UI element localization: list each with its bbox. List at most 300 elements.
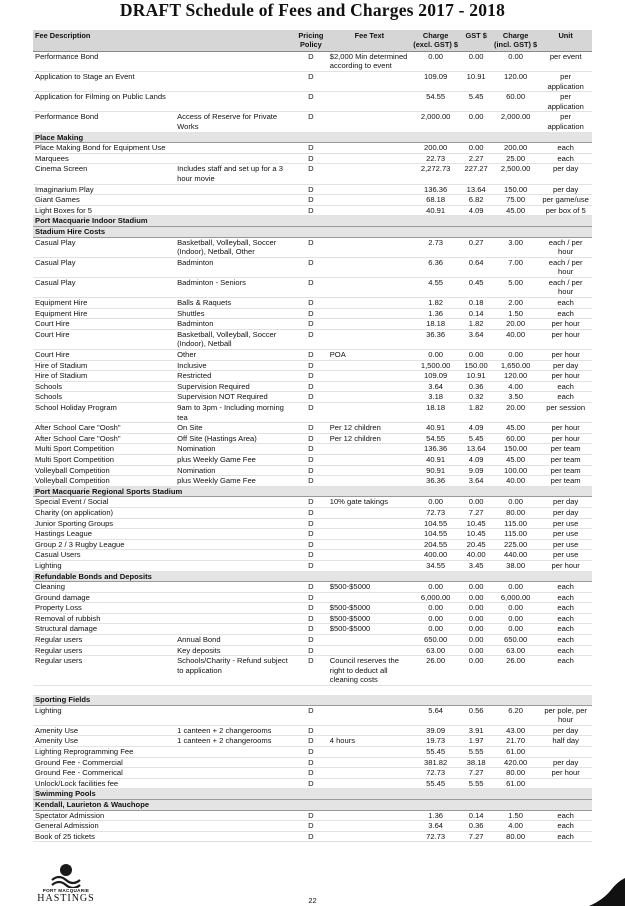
section-header-row xyxy=(33,799,592,810)
cell-fee-text: $500-$5000 xyxy=(328,582,411,593)
header-charge-incl-gst: Charge (incl. GST) $ xyxy=(492,30,539,51)
table-row xyxy=(33,539,592,550)
cell-gst: 0.00 xyxy=(460,143,492,154)
cell-charge-incl-gst: 61.00 xyxy=(492,747,539,758)
cell-fee-description: Lighting xyxy=(33,560,175,571)
cell-unit: each xyxy=(539,821,592,832)
cell-fee-detail xyxy=(175,831,294,842)
table-row xyxy=(33,476,592,487)
cell-charge-incl-gst: 100.00 xyxy=(492,465,539,476)
cell-charge-incl-gst: 45.00 xyxy=(492,423,539,434)
cell-gst: 9.09 xyxy=(460,465,492,476)
cell-fee-description: Ground Fee - Commercial xyxy=(33,757,175,768)
cell-unit: per game/use xyxy=(539,195,592,206)
cell-charge-excl-gst: 104.55 xyxy=(411,518,460,529)
cell-fee-detail: Includes staff and set up for a 3 hour movie xyxy=(175,164,294,184)
cell-fee-description: Schools xyxy=(33,381,175,392)
cell-fee-description: Hire of Stadium xyxy=(33,360,175,371)
cell-gst: 5.55 xyxy=(460,778,492,789)
table-row xyxy=(33,205,592,216)
cell-pricing-policy: D xyxy=(294,381,328,392)
cell-fee-detail: Access of Reserve for Private Works xyxy=(175,112,294,132)
cell-charge-incl-gst: 225.00 xyxy=(492,539,539,550)
cell-pricing-policy: D xyxy=(294,645,328,656)
cell-fee-text: Per 12 children xyxy=(328,433,411,444)
table-row xyxy=(33,381,592,392)
cell-gst: 3.45 xyxy=(460,560,492,571)
cell-pricing-policy: D xyxy=(294,112,328,132)
cell-fee-text xyxy=(328,360,411,371)
section-title: Kendall, Laurieton & Wauchope xyxy=(33,799,592,810)
cell-pricing-policy: D xyxy=(294,153,328,164)
cell-charge-incl-gst: 40.00 xyxy=(492,329,539,349)
cell-charge-incl-gst: 43.00 xyxy=(492,725,539,736)
cell-gst: 0.14 xyxy=(460,308,492,319)
cell-pricing-policy: D xyxy=(294,143,328,154)
cell-fee-detail: Badminton - Seniors xyxy=(175,277,294,297)
cell-gst: 0.00 xyxy=(460,582,492,593)
cell-fee-description: Court Hire xyxy=(33,350,175,361)
header-gst: GST $ xyxy=(460,30,492,51)
cell-fee-detail xyxy=(175,821,294,832)
cell-charge-incl-gst: 26.00 xyxy=(492,656,539,686)
cell-gst: 7.27 xyxy=(460,768,492,779)
cell-gst: 2.27 xyxy=(460,153,492,164)
section-title: Port Macquarie Regional Sports Stadium xyxy=(33,486,592,497)
cell-charge-excl-gst: 0.00 xyxy=(411,51,460,71)
cell-pricing-policy: D xyxy=(294,72,328,92)
cell-fee-detail xyxy=(175,747,294,758)
cell-gst: 0.00 xyxy=(460,645,492,656)
cell-pricing-policy: D xyxy=(294,298,328,309)
cell-pricing-policy: D xyxy=(294,757,328,768)
cell-pricing-policy: D xyxy=(294,403,328,423)
cell-charge-incl-gst: 150.00 xyxy=(492,184,539,195)
table-row xyxy=(33,329,592,349)
cell-fee-detail xyxy=(175,143,294,154)
cell-fee-description: Marquees xyxy=(33,153,175,164)
cell-charge-excl-gst: 3.64 xyxy=(411,821,460,832)
cell-fee-detail xyxy=(175,705,294,725)
table-row xyxy=(33,507,592,518)
cell-fee-detail: 1 canteen + 2 changerooms xyxy=(175,736,294,747)
table-row xyxy=(33,237,592,257)
cell-charge-excl-gst: 90.91 xyxy=(411,465,460,476)
cell-gst: 7.27 xyxy=(460,507,492,518)
table-row xyxy=(33,582,592,593)
cell-fee-detail xyxy=(175,550,294,561)
header-blank xyxy=(175,30,294,51)
cell-pricing-policy: D xyxy=(294,821,328,832)
cell-charge-excl-gst: 200.00 xyxy=(411,143,460,154)
cell-fee-detail: Key deposits xyxy=(175,645,294,656)
cell-charge-incl-gst: 21.70 xyxy=(492,736,539,747)
section-title: Stadium Hire Costs xyxy=(33,226,592,237)
cell-fee-description: Lighting Reprogramming Fee xyxy=(33,747,175,758)
cell-charge-excl-gst: 40.91 xyxy=(411,454,460,465)
cell-unit: per team xyxy=(539,454,592,465)
cell-fee-text xyxy=(328,529,411,540)
cell-fee-text xyxy=(328,403,411,423)
cell-charge-incl-gst: 63.00 xyxy=(492,645,539,656)
table-row xyxy=(33,497,592,508)
cell-charge-excl-gst: 19.73 xyxy=(411,736,460,747)
cell-charge-excl-gst: 68.18 xyxy=(411,195,460,206)
cell-charge-incl-gst: 3.00 xyxy=(492,237,539,257)
cell-unit: each xyxy=(539,635,592,646)
cell-gst: 0.00 xyxy=(460,112,492,132)
cell-charge-incl-gst: 61.00 xyxy=(492,778,539,789)
cell-fee-detail: Schools/Charity - Refund subject to application xyxy=(175,656,294,686)
cell-unit: per day xyxy=(539,184,592,195)
table-row xyxy=(33,768,592,779)
cell-fee-detail xyxy=(175,72,294,92)
cell-unit: each xyxy=(539,810,592,821)
cell-charge-excl-gst: 2,000.00 xyxy=(411,112,460,132)
cell-unit: per team xyxy=(539,465,592,476)
cell-fee-text: Per 12 children xyxy=(328,423,411,434)
table-row xyxy=(33,308,592,319)
cell-fee-detail: Supervision NOT Required xyxy=(175,392,294,403)
table-row xyxy=(33,454,592,465)
cell-pricing-policy: D xyxy=(294,705,328,725)
cell-pricing-policy: D xyxy=(294,454,328,465)
cell-gst: 0.00 xyxy=(460,656,492,686)
cell-fee-text xyxy=(328,778,411,789)
cell-fee-description: Multi Sport Competition xyxy=(33,444,175,455)
cell-charge-incl-gst: 1,650.00 xyxy=(492,360,539,371)
cell-fee-detail xyxy=(175,205,294,216)
cell-charge-incl-gst: 0.00 xyxy=(492,497,539,508)
spacer-cell xyxy=(33,686,592,696)
cell-unit: per team xyxy=(539,476,592,487)
cell-unit: per hour xyxy=(539,423,592,434)
cell-charge-incl-gst: 60.00 xyxy=(492,433,539,444)
cell-fee-text xyxy=(328,768,411,779)
cell-charge-incl-gst: 60.00 xyxy=(492,92,539,112)
cell-charge-incl-gst: 120.00 xyxy=(492,72,539,92)
cell-charge-excl-gst: 6.36 xyxy=(411,257,460,277)
cell-charge-incl-gst: 420.00 xyxy=(492,757,539,768)
cell-fee-detail xyxy=(175,507,294,518)
cell-charge-incl-gst: 115.00 xyxy=(492,518,539,529)
section-title: Swimming Pools xyxy=(33,789,592,800)
cell-gst: 6.82 xyxy=(460,195,492,206)
cell-charge-incl-gst: 4.00 xyxy=(492,381,539,392)
cell-fee-description: Ground damage xyxy=(33,592,175,603)
cell-gst: 4.09 xyxy=(460,454,492,465)
cell-gst: 3.64 xyxy=(460,476,492,487)
cell-fee-detail: plus Weekly Game Fee xyxy=(175,476,294,487)
cell-fee-description: Giant Games xyxy=(33,195,175,206)
cell-fee-detail xyxy=(175,810,294,821)
cell-fee-text xyxy=(328,645,411,656)
table-row xyxy=(33,656,592,686)
cell-unit: per application xyxy=(539,72,592,92)
cell-pricing-policy: D xyxy=(294,465,328,476)
cell-unit: each xyxy=(539,308,592,319)
table-row xyxy=(33,371,592,382)
cell-charge-incl-gst: 650.00 xyxy=(492,635,539,646)
cell-fee-text xyxy=(328,518,411,529)
cell-fee-description: Regular users xyxy=(33,645,175,656)
cell-unit: each / per hour xyxy=(539,237,592,257)
table-header-row xyxy=(33,30,592,51)
cell-charge-excl-gst: 63.00 xyxy=(411,645,460,656)
cell-charge-excl-gst: 1.36 xyxy=(411,308,460,319)
table-row xyxy=(33,560,592,571)
table-row xyxy=(33,736,592,747)
cell-fee-description: Schools xyxy=(33,392,175,403)
cell-fee-detail xyxy=(175,757,294,768)
cell-charge-excl-gst: 136.36 xyxy=(411,184,460,195)
cell-pricing-policy: D xyxy=(294,51,328,71)
cell-pricing-policy: D xyxy=(294,237,328,257)
cell-charge-incl-gst: 38.00 xyxy=(492,560,539,571)
cell-fee-description: Application for Filming on Public Lands xyxy=(33,92,175,112)
cell-unit: per day xyxy=(539,497,592,508)
cell-charge-excl-gst: 109.09 xyxy=(411,72,460,92)
cell-charge-excl-gst: 650.00 xyxy=(411,635,460,646)
cell-fee-text xyxy=(328,184,411,195)
cell-fee-text xyxy=(328,371,411,382)
cell-unit: each xyxy=(539,298,592,309)
cell-unit: each xyxy=(539,645,592,656)
cell-gst: 227.27 xyxy=(460,164,492,184)
cell-fee-description: Spectator Admission xyxy=(33,810,175,821)
cell-fee-text xyxy=(328,257,411,277)
cell-fee-text xyxy=(328,810,411,821)
cell-unit: half day xyxy=(539,736,592,747)
cell-unit: each xyxy=(539,582,592,593)
table-row xyxy=(33,392,592,403)
cell-charge-excl-gst: 2,272.73 xyxy=(411,164,460,184)
cell-fee-text xyxy=(328,539,411,550)
fees-table-body xyxy=(33,51,592,842)
table-row xyxy=(33,298,592,309)
cell-gst: 3.91 xyxy=(460,725,492,736)
cell-fee-detail xyxy=(175,560,294,571)
cell-pricing-policy: D xyxy=(294,725,328,736)
cell-fee-description: Cleaning xyxy=(33,582,175,593)
cell-pricing-policy: D xyxy=(294,329,328,349)
cell-pricing-policy: D xyxy=(294,350,328,361)
cell-fee-description: Performance Bond xyxy=(33,112,175,132)
cell-unit: per use xyxy=(539,518,592,529)
cell-pricing-policy: D xyxy=(294,831,328,842)
cell-charge-excl-gst: 22.73 xyxy=(411,153,460,164)
cell-fee-description: Volleyball Competition xyxy=(33,476,175,487)
cell-gst: 0.32 xyxy=(460,392,492,403)
cell-charge-excl-gst: 18.18 xyxy=(411,403,460,423)
cell-fee-detail: Nomination xyxy=(175,465,294,476)
table-row xyxy=(33,277,592,297)
cell-unit: per hour xyxy=(539,329,592,349)
document-title: DRAFT Schedule of Fees and Charges 2017 - 2018 xyxy=(119,0,506,20)
cell-fee-text xyxy=(328,153,411,164)
cell-pricing-policy: D xyxy=(294,277,328,297)
cell-pricing-policy: D xyxy=(294,539,328,550)
header-unit: Unit xyxy=(539,30,592,51)
cell-charge-incl-gst: 0.00 xyxy=(492,350,539,361)
cell-pricing-policy: D xyxy=(294,195,328,206)
table-row xyxy=(33,164,592,184)
table-row xyxy=(33,360,592,371)
cell-fee-detail xyxy=(175,529,294,540)
cell-fee-text xyxy=(328,454,411,465)
cell-unit: each xyxy=(539,153,592,164)
cell-fee-text: $500-$5000 xyxy=(328,613,411,624)
cell-gst: 0.00 xyxy=(460,603,492,614)
logo-mark-icon xyxy=(50,862,82,888)
cell-unit xyxy=(539,778,592,789)
section-header-row xyxy=(33,486,592,497)
cell-charge-excl-gst: 381.82 xyxy=(411,757,460,768)
cell-pricing-policy: D xyxy=(294,184,328,195)
table-row xyxy=(33,423,592,434)
cell-fee-text xyxy=(328,205,411,216)
cell-fee-detail: Shuttles xyxy=(175,308,294,319)
cell-unit: each xyxy=(539,624,592,635)
spacer-row xyxy=(33,686,592,696)
cell-unit: per day xyxy=(539,164,592,184)
cell-unit: each xyxy=(539,381,592,392)
cell-charge-excl-gst: 400.00 xyxy=(411,550,460,561)
cell-unit: each xyxy=(539,603,592,614)
cell-fee-description: Lighting xyxy=(33,705,175,725)
cell-pricing-policy: D xyxy=(294,257,328,277)
cell-gst: 13.64 xyxy=(460,444,492,455)
corner-decoration-icon xyxy=(585,878,625,906)
cell-gst: 0.00 xyxy=(460,613,492,624)
cell-charge-incl-gst: 0.00 xyxy=(492,582,539,593)
section-header-row xyxy=(33,216,592,227)
cell-unit: each / per hour xyxy=(539,257,592,277)
cell-fee-description: Property Loss xyxy=(33,603,175,614)
cell-fee-detail: Supervision Required xyxy=(175,381,294,392)
cell-pricing-policy: D xyxy=(294,319,328,330)
cell-pricing-policy: D xyxy=(294,360,328,371)
cell-unit xyxy=(539,747,592,758)
cell-fee-text xyxy=(328,757,411,768)
cell-charge-excl-gst: 109.09 xyxy=(411,371,460,382)
cell-gst: 0.27 xyxy=(460,237,492,257)
cell-fee-text xyxy=(328,831,411,842)
cell-gst: 150.00 xyxy=(460,360,492,371)
cell-fee-description: School Holiday Program xyxy=(33,403,175,423)
cell-fee-detail xyxy=(175,582,294,593)
cell-fee-detail: Nomination xyxy=(175,444,294,455)
cell-charge-incl-gst: 1.50 xyxy=(492,810,539,821)
cell-fee-description: Application to Stage an Event xyxy=(33,72,175,92)
cell-fee-detail xyxy=(175,518,294,529)
cell-fee-text xyxy=(328,392,411,403)
table-row xyxy=(33,550,592,561)
cell-fee-description: Place Making Bond for Equipment Use xyxy=(33,143,175,154)
cell-fee-text: 10% gate takings xyxy=(328,497,411,508)
cell-fee-description: Ground Fee - Commerical xyxy=(33,768,175,779)
cell-gst: 1.82 xyxy=(460,403,492,423)
table-row xyxy=(33,778,592,789)
cell-fee-text: 4 hours xyxy=(328,736,411,747)
cell-pricing-policy: D xyxy=(294,768,328,779)
cell-charge-excl-gst: 6,000.00 xyxy=(411,592,460,603)
cell-charge-incl-gst: 80.00 xyxy=(492,507,539,518)
cell-fee-text xyxy=(328,164,411,184)
table-row xyxy=(33,613,592,624)
cell-charge-excl-gst: 4.55 xyxy=(411,277,460,297)
cell-charge-incl-gst: 45.00 xyxy=(492,454,539,465)
cell-unit: per day xyxy=(539,757,592,768)
cell-fee-detail: Annual Bond xyxy=(175,635,294,646)
cell-fee-text xyxy=(328,560,411,571)
cell-fee-text xyxy=(328,92,411,112)
cell-fee-description: General Admission xyxy=(33,821,175,832)
cell-charge-excl-gst: 2.73 xyxy=(411,237,460,257)
cell-gst: 0.00 xyxy=(460,51,492,71)
table-row xyxy=(33,257,592,277)
cell-fee-detail xyxy=(175,778,294,789)
cell-gst: 10.45 xyxy=(460,518,492,529)
cell-unit: per hour xyxy=(539,768,592,779)
cell-charge-incl-gst: 6.20 xyxy=(492,705,539,725)
cell-fee-text xyxy=(328,592,411,603)
cell-fee-detail: Inclusive xyxy=(175,360,294,371)
cell-fee-text xyxy=(328,195,411,206)
cell-unit: each xyxy=(539,613,592,624)
cell-pricing-policy: D xyxy=(294,613,328,624)
table-row xyxy=(33,112,592,132)
section-title: Refundable Bonds and Deposits xyxy=(33,571,592,582)
cell-gst: 40.00 xyxy=(460,550,492,561)
cell-gst: 10.91 xyxy=(460,371,492,382)
cell-charge-excl-gst: 40.91 xyxy=(411,423,460,434)
cell-pricing-policy: D xyxy=(294,560,328,571)
cell-fee-description: Book of 25 tickets xyxy=(33,831,175,842)
cell-charge-excl-gst: 36.36 xyxy=(411,329,460,349)
table-row xyxy=(33,153,592,164)
cell-fee-description: Casual Play xyxy=(33,237,175,257)
cell-charge-incl-gst: 6,000.00 xyxy=(492,592,539,603)
cell-fee-description: Special Event / Social xyxy=(33,497,175,508)
cell-fee-description: Casual Play xyxy=(33,277,175,297)
cell-charge-incl-gst: 150.00 xyxy=(492,444,539,455)
cell-fee-text: POA xyxy=(328,350,411,361)
cell-fee-description: Group 2 / 3 Rugby League xyxy=(33,539,175,550)
header-charge-excl-gst: Charge (excl. GST) $ xyxy=(411,30,460,51)
cell-pricing-policy: D xyxy=(294,518,328,529)
cell-charge-incl-gst: 40.00 xyxy=(492,476,539,487)
cell-gst: 10.91 xyxy=(460,72,492,92)
cell-charge-excl-gst: 0.00 xyxy=(411,497,460,508)
cell-pricing-policy: D xyxy=(294,603,328,614)
cell-fee-detail: Restricted xyxy=(175,371,294,382)
cell-unit: per hour xyxy=(539,319,592,330)
cell-gst: 5.45 xyxy=(460,433,492,444)
cell-charge-excl-gst: 72.73 xyxy=(411,507,460,518)
cell-pricing-policy: D xyxy=(294,164,328,184)
cell-fee-description: Amenity Use xyxy=(33,725,175,736)
cell-charge-incl-gst: 80.00 xyxy=(492,831,539,842)
table-row xyxy=(33,51,592,71)
cell-unit: per hour xyxy=(539,371,592,382)
cell-charge-excl-gst: 72.73 xyxy=(411,831,460,842)
cell-fee-description: Removal of rubbish xyxy=(33,613,175,624)
cell-fee-detail: plus Weekly Game Fee xyxy=(175,454,294,465)
cell-charge-incl-gst: 2.00 xyxy=(492,298,539,309)
table-row xyxy=(33,603,592,614)
cell-charge-incl-gst: 0.00 xyxy=(492,51,539,71)
